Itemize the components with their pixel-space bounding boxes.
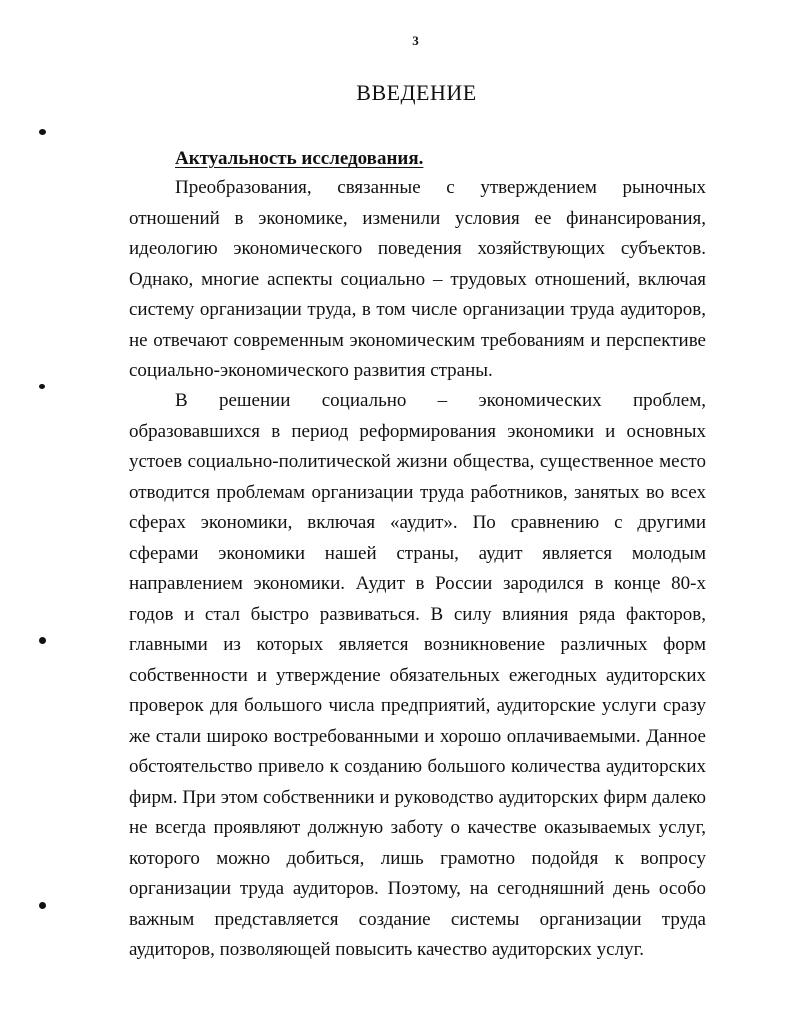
scan-dot-mark [39, 637, 46, 644]
scan-dot-mark [39, 129, 46, 135]
paragraph: В решении социально – экономических проблем, образовавшихся в период реформирования экономики и основных устоев социально-политической жизни общества, существенное место отводится проблемам организации труда работников, занятых во всех сферах экономики, включая «аудит». По сравнению с другими сферами экономики нашей страны, аудит является молодым направлением экономики. Аудит в России зародился в конце 80-х годов и стал быстро развиваться. В силу влияния ряда факторов, главными из которых является возникновение различных форм собственности и утверждение обязательных ежегодных аудиторских проверок для большого числа предприятий, аудиторские услуги сразу же стали широко востребованными и хорошо оплачиваемыми. Данное обстоятельство привело к созданию большого количества аудиторских фирм. При этом собственники и руководство аудиторских фирм далеко не всегда проявляют должную заботу о качестве оказываемых услуг, которого можно добиться, лишь грамотно подойдя к вопросу организации труда аудиторов. Поэтому, на сегодняшний день особо важным представляется создание системы организации труда аудиторов, позволяющей повысить качество аудиторских услуг. [129, 390, 706, 960]
page-number: 3 [412, 33, 419, 48]
scan-dot-mark [39, 384, 45, 389]
page-title: ВВЕДЕНИЕ [356, 80, 477, 105]
scan-dot-mark [39, 902, 46, 909]
paragraph: Преобразования, связанные с утверждением рыночных отношений в экономике, изменили условия ее финансирования, идеологию экономического поведения хозяйствующих субъектов. Однако, многие аспекты социально – трудовых отношений, включая систему организации труда, в том числе организации труда аудиторов, не отвечают современным экономическим требованиям и перспективе социально-экономического развития страны. [129, 177, 706, 381]
section-heading [129, 144, 752, 175]
section-heading-text: Актуальность исследования. [175, 148, 424, 169]
